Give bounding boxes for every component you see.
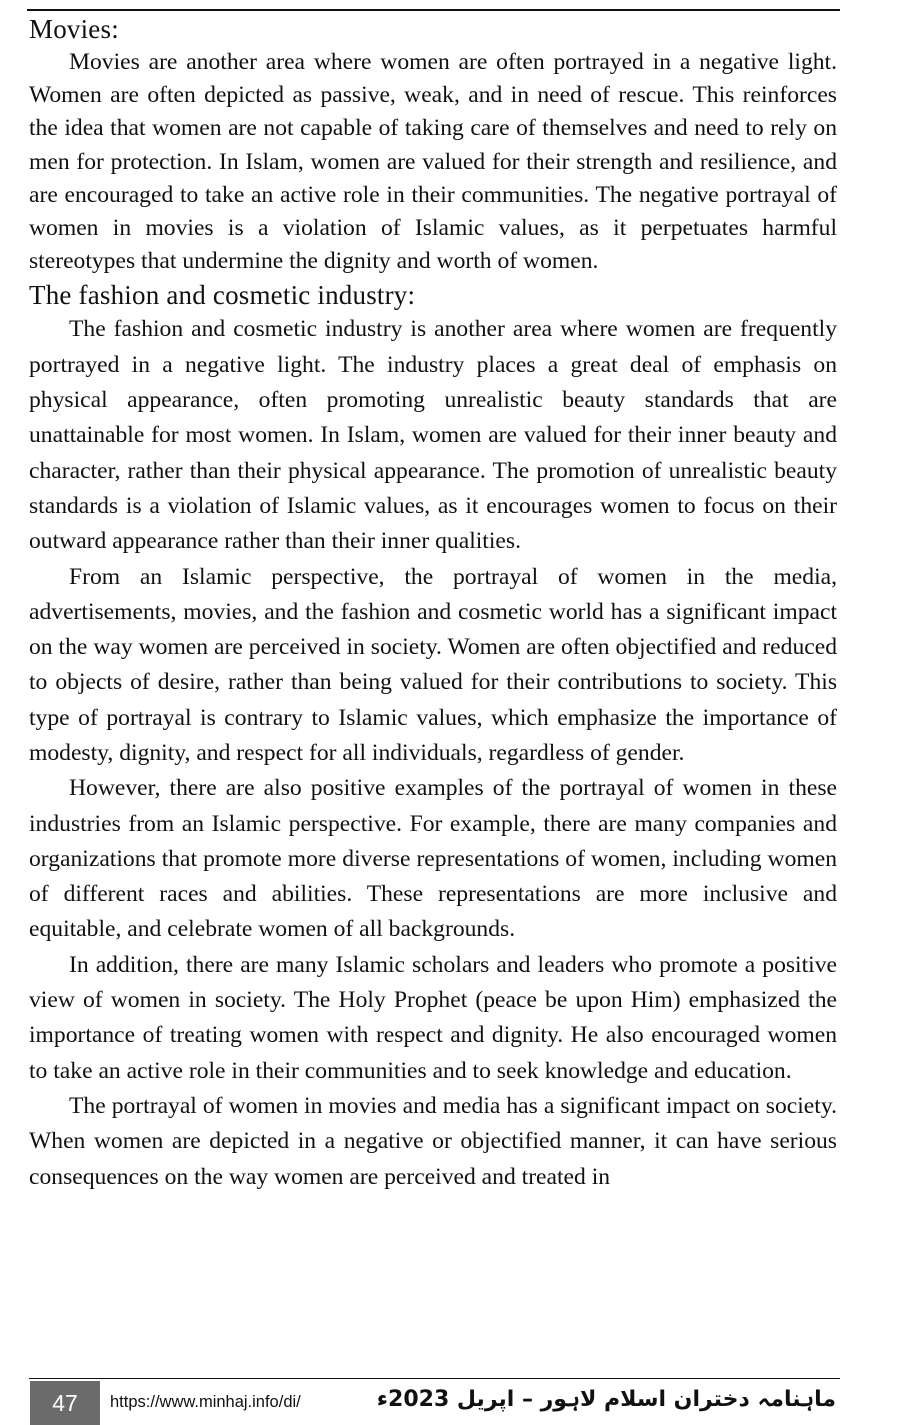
paragraph: The portrayal of women in movies and media has a significant impact on society. When women are depicted in a negative or objectified manner, it can have serious consequences on the way women are perceived and treated in [29, 1092, 837, 1190]
top-rule [27, 9, 840, 11]
paragraph: The fashion and cosmetic industry is another area where women are frequently portrayed in a negative light. The industry places a great deal of emphasis on physical appearance, often promoting unrealistic beauty standards that are unattainable for most women. In Islam, women are valued for their inner beauty and character, rather than their physical appearance. The promotion of unrealistic beauty standards is a violation of Islamic values, as it encourages women to focus on their outward appearance rather than their inner qualities. [29, 316, 837, 555]
footer-url-link[interactable]: https://www.minhaj.info/di/ [110, 1393, 301, 1411]
section-heading-movies: Movies: [29, 14, 119, 44]
section-heading-fashion: The fashion and cosmetic industry: [29, 280, 416, 311]
magazine-masthead: ماہنامہ دختران اسلام لاہور – اپریل 2023ء [376, 1387, 836, 1412]
paragraph: Movies are another area where women are often portrayed in a negative light. Women are often depicted as passive, weak, and in need of rescue. This reinforces the idea that women are not capable of taking care of themselves and need to rely on men for protection. In Islam, women are valued for their strength and resilience, and are encouraged to take an active role in their communities. The negative portrayal of women in movies is a violation of Islamic values, as it perpetuates harmful stereotypes that undermine the dignity and worth of women. [29, 49, 837, 275]
footer-rule [29, 1378, 840, 1379]
paragraph: From an Islamic perspective, the portrayal of women in the media, advertisements, movies, and the fashion and cosmetic world has a significant impact on the way women are perceived in society. Women are often objectified and reduced to objects of desire, rather than being valued for their contributions to society. This type of portrayal is contrary to Islamic values, which emphasize the importance of modesty, dignity, and respect for all individuals, regardless of gender. [29, 563, 837, 766]
page-footer [29, 1378, 840, 1425]
article-body [29, 12, 837, 1195]
paragraph: In addition, there are many Islamic scholars and leaders who promote a positive view of women in society. The Holy Prophet (peace be upon Him) emphasized the importance of treating women with respect and dignity. He also encouraged women to take an active role in their communities and to seek knowledge and education. [29, 951, 837, 1084]
page-number: 47 [30, 1381, 100, 1425]
paragraph: However, there are also positive examples of the portrayal of women in these industries from an Islamic perspective. For example, there are many companies and organizations that promote more diverse representations of women, including women of different races and abilities. These representations are more inclusive and equitable, and celebrate women of all backgrounds. [29, 775, 837, 943]
